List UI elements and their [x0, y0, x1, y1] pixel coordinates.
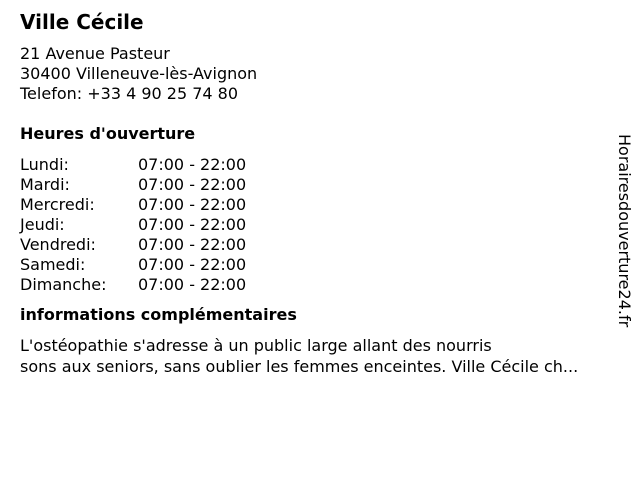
- business-card: [20, 8, 620, 377]
- hours-row-tuesday: [20, 175, 246, 195]
- hours-row-friday: [20, 235, 246, 255]
- description-line-2: sons aux seniors, sans oublier les femmes enceintes. Ville Cécile ch...: [20, 357, 579, 376]
- day-hours: 07:00 - 22:00: [138, 155, 247, 174]
- opening-hours-heading: Heures d'ouverture: [20, 124, 196, 143]
- day-label: Lundi:: [20, 155, 69, 174]
- description-line-1: L'ostéopathie s'adresse à un public large allant des nourris: [20, 336, 492, 355]
- phone-number: Telefon: +33 4 90 25 74 80: [20, 84, 239, 103]
- day-label: Mardi:: [20, 175, 70, 194]
- hours-row-sunday: [20, 275, 246, 295]
- day-hours: 07:00 - 22:00: [138, 275, 247, 294]
- day-label: Vendredi:: [20, 235, 96, 254]
- day-hours: 07:00 - 22:00: [138, 215, 247, 234]
- day-hours: 07:00 - 22:00: [138, 255, 247, 274]
- opening-hours-table: [20, 155, 246, 295]
- day-hours: 07:00 - 22:00: [138, 175, 247, 194]
- address-city: 30400 Villeneuve-lès-Avignon: [20, 64, 258, 83]
- day-label: Jeudi:: [20, 215, 65, 234]
- business-name: Ville Cécile: [20, 10, 144, 34]
- site-watermark: Horairesdouverture24.fr: [615, 134, 634, 328]
- address-street: 21 Avenue Pasteur: [20, 44, 170, 63]
- additional-info-heading: informations complémentaires: [20, 305, 297, 324]
- hours-row-thursday: [20, 215, 246, 235]
- day-hours: 07:00 - 22:00: [138, 235, 247, 254]
- day-label: Samedi:: [20, 255, 86, 274]
- hours-row-saturday: [20, 255, 246, 275]
- day-label: Dimanche:: [20, 275, 107, 294]
- day-label: Mercredi:: [20, 195, 95, 214]
- hours-row-wednesday: [20, 195, 246, 215]
- day-hours: 07:00 - 22:00: [138, 195, 247, 214]
- hours-row-monday: [20, 155, 246, 175]
